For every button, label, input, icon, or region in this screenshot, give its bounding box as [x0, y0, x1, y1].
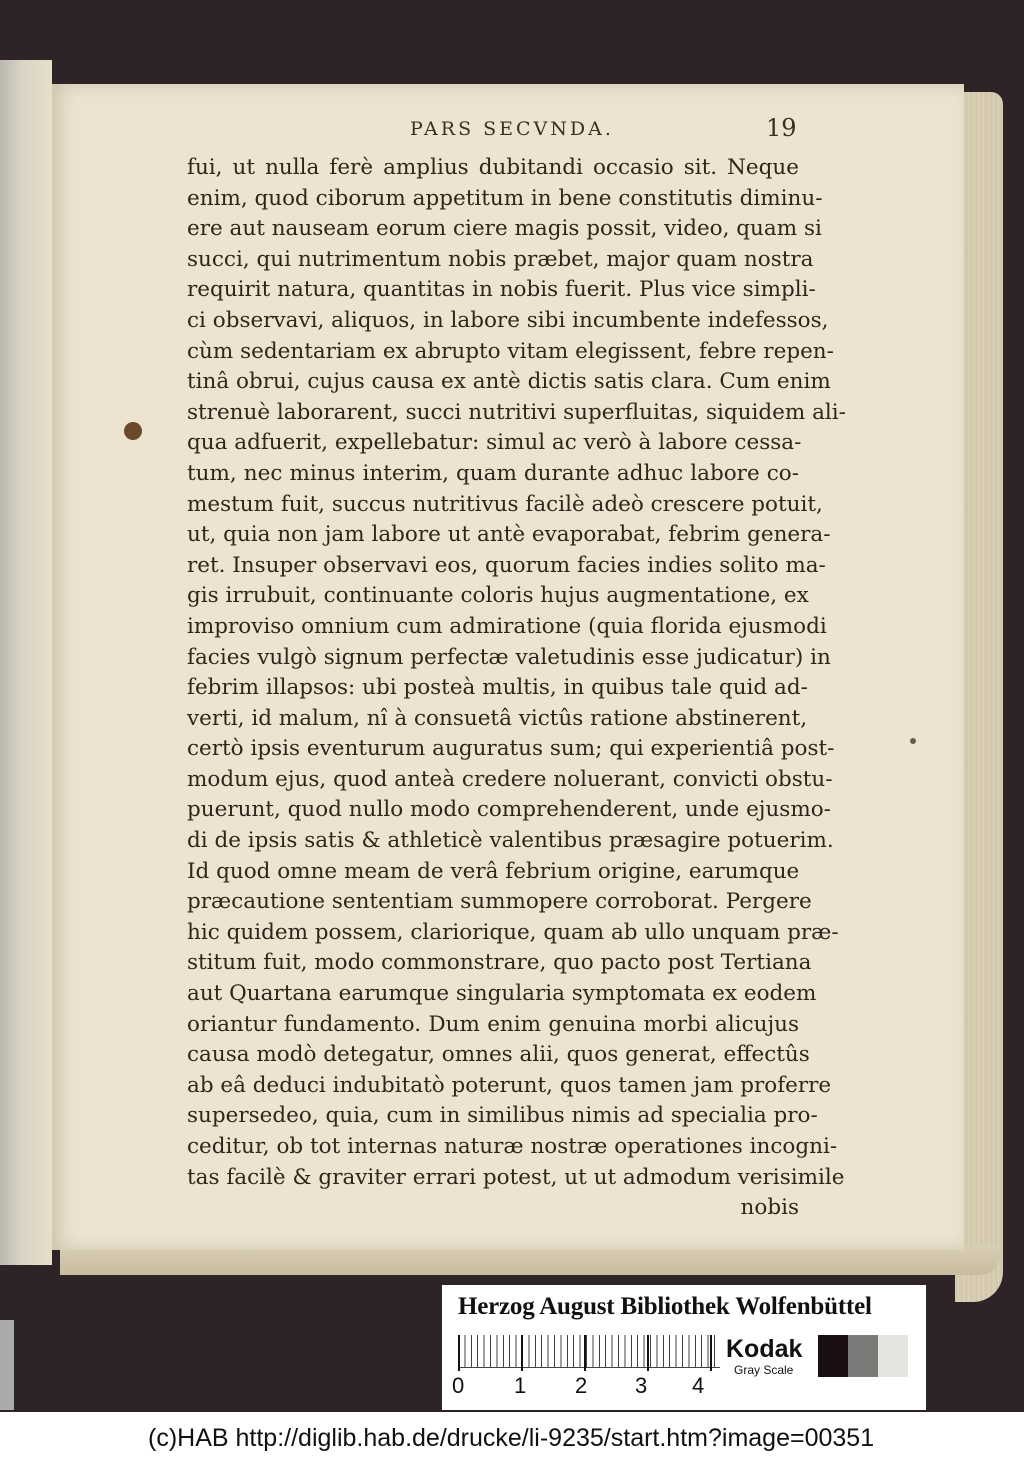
gray-patch-light — [878, 1335, 908, 1377]
text-line: tinâ obrui, cujus causa ex antè dictis satis clara. Cum enim — [187, 369, 831, 395]
text-line: tum, nec minus interim, quam durante adhuc labore co- — [187, 460, 799, 486]
text-line: cùm sedentariam ex abrupto vitam elegissent, febre repen- — [187, 338, 834, 364]
text-line: ret. Insuper observavi eos, quorum facies indies solito ma- — [187, 552, 826, 578]
gray-patch-dark — [818, 1335, 848, 1377]
text-line: præcautione sententiam summopere corroborat. Pergere — [187, 889, 812, 915]
ruler-number: 0 — [452, 1373, 465, 1398]
text-line: aut Quartana earumque singularia symptomata ex eodem — [187, 981, 817, 1007]
text-line: febrim illapsos: ubi posteà multis, in quibus tale quid ad- — [187, 675, 808, 701]
text-line: requirit natura, quantitas in nobis fuerit. Plus vice simpli- — [187, 277, 816, 303]
text-line: strenuè laborarent, succi nutritivi superfluitas, siquidem ali- — [187, 399, 846, 425]
ruler-major-tick — [521, 1335, 523, 1371]
text-line: improviso omnium cum admiratione (quia florida ejusmodi — [187, 613, 827, 639]
text-line: enim, quod ciborum appetitum in bene constitutis diminu- — [187, 185, 823, 211]
text-line: ut, quia non jam labore ut antè evaporabat, febrim genera- — [187, 522, 831, 548]
text-line: ceditur, ob tot internas naturæ nostræ operationes incogni- — [187, 1134, 838, 1159]
text-line: causa modò detegatur, omnes alii, quos generat, effectûs — [187, 1042, 810, 1068]
catchword: nobis — [740, 1195, 799, 1221]
page-number: 19 — [766, 114, 797, 142]
kodak-logo: Kodak — [726, 1335, 803, 1363]
text-line: mestum fuit, succus nutritivus facilè adeò crescere potuit, — [187, 491, 823, 517]
ruler-number: 1 — [514, 1373, 527, 1398]
text-line: facies vulgò signum perfectæ valetudinis esse judicatur) in — [187, 644, 831, 670]
ink-stain — [124, 422, 142, 440]
credit-bar — [0, 1412, 1024, 1469]
ruler-major-tick — [710, 1335, 712, 1371]
text-line: qua adfuerit, expellebatur: simul ac verò à labore cessa- — [187, 430, 802, 456]
text-line: fui, ut nulla ferè amplius dubitandi occasio sit. Neque — [187, 155, 799, 180]
text-line: hic quidem possem, clariorique, quam ab ullo unquam præ- — [187, 919, 839, 945]
text-line: supersedeo, quia, cum in similibus nimis ad specialia pro- — [187, 1103, 818, 1129]
running-head: PARS SECVNDA. — [410, 118, 614, 140]
text-line: di de ipsis satis & athleticè valentibus præsagire potuerim. — [187, 828, 834, 854]
library-name: Herzog August Bibliothek Wolfenbüttel — [458, 1293, 872, 1320]
text-line: ci observavi, aliquos, in labore sibi incumbente indefessos, — [187, 307, 829, 333]
ruler-number: 2 — [575, 1373, 588, 1398]
credit-url: (c)HAB http://diglib.hab.de/drucke/li-9235/start.htm?image=00351 — [148, 1424, 875, 1452]
text-line: stitum fuit, modo commonstrare, quo pacto post Tertiana — [187, 950, 812, 976]
ruler-major-tick — [647, 1335, 649, 1371]
text-line: modum ejus, quod anteà credere noluerant, convicti obstu- — [187, 766, 833, 792]
facing-page-corner — [0, 1320, 14, 1410]
text-line: tas facilè & graviter errari potest, ut ut admodum verisimile — [187, 1164, 845, 1190]
color-target-card — [442, 1285, 926, 1410]
facing-page-edge — [0, 60, 52, 1265]
ruler-major-tick — [584, 1335, 586, 1371]
paper-spot — [910, 738, 916, 744]
body-text — [187, 153, 846, 1224]
ruler-number: 3 — [635, 1373, 648, 1398]
text-line: Id quod omne meam de verâ febrium origine, earumque — [187, 858, 800, 884]
text-line: puerunt, quod nullo modo comprehenderent, unde ejusmo- — [187, 797, 831, 823]
text-line: oriantur fundamento. Dum enim genuina morbi alicujus — [187, 1011, 799, 1037]
ruler-major-tick — [458, 1335, 460, 1371]
text-line: succi, qui nutrimentum nobis præbet, major quam nostra — [187, 246, 814, 272]
text-line: ere aut nauseam eorum ciere magis possit, video, quam si — [187, 216, 822, 242]
text-line: certò ipsis eventurum auguratus sum; qui experientiâ post- — [187, 736, 835, 762]
gray-scale-label: Gray Scale — [734, 1363, 794, 1377]
text-line: ab eâ deduci indubitatò poterunt, quos tamen jam proferre — [187, 1072, 832, 1098]
gray-patch-mid — [848, 1335, 878, 1377]
text-line: verti, id malum, nî à consuetâ victûs ratione abstinerent, — [187, 705, 808, 731]
ruler-number: 4 — [692, 1373, 705, 1398]
scale-ruler — [458, 1335, 720, 1368]
text-line: gis irrubuit, continuante coloris hujus augmentatione, ex — [187, 583, 809, 609]
